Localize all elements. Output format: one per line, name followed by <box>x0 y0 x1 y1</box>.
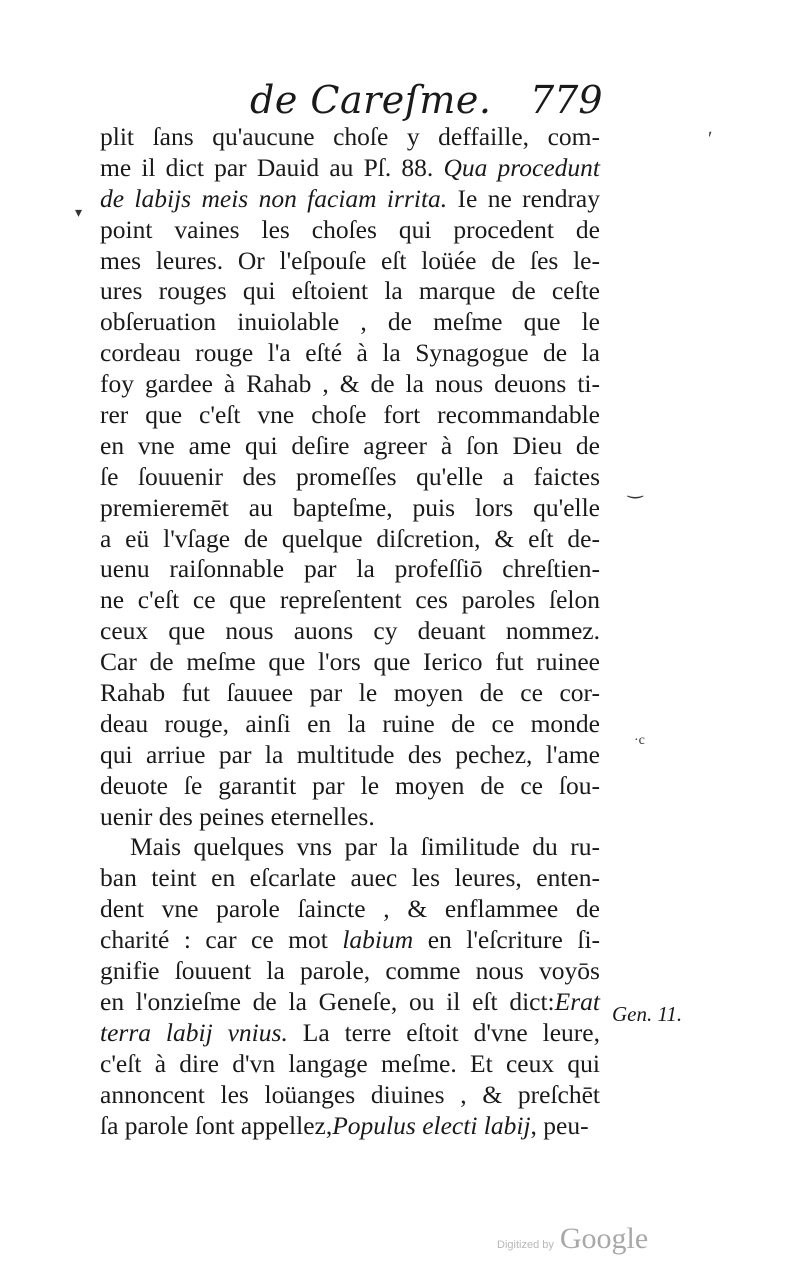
text-line: charité : car ce mot labium en l'eſcriture ſi- <box>100 925 601 955</box>
text-line: terra labij vnius. La terre eſtoit d'vne leure, <box>100 1017 600 1047</box>
text-line: foy gardee à Rahab , & de la nous deuons ti- <box>100 369 600 399</box>
text-line: c'eſt à dire d'vn langage meſme. Et ceux qui <box>100 1048 600 1078</box>
text-line: ſa parole ſont appellez,Populus electi labij, peu- <box>100 1110 589 1140</box>
text-line: gnifie ſouuent la parole, comme nous voyōs <box>100 956 600 986</box>
text-line: ne c'eſt ce que repreſentent ces paroles ſelon <box>100 585 600 615</box>
text-line: point vaines les choſes qui procedent de <box>100 214 600 244</box>
text-line: de labijs meis non faciam irrita. Ie ne rendray <box>100 183 600 213</box>
google-logo: Google <box>559 1222 649 1255</box>
text-line: premieremēt au bapteſme, puis lors qu'elle <box>100 492 600 522</box>
text-line: cordeau rouge l'a eſté à la Synagogue de la <box>100 338 600 368</box>
text-line: uenu raiſonnable par la profeſſiō chreſtien- <box>100 554 600 584</box>
text-line: rer que c'eſt vne choſe fort recommandable <box>100 400 600 430</box>
paragraph-start-line: Mais quelques vns par la ſimilitude du ru- <box>130 832 600 862</box>
margin-note: Gen. 11. <box>612 1002 683 1026</box>
text-line: en l'onzieſme de la Geneſe, ou il eſt dict:Erat <box>100 986 600 1016</box>
text-line: Car de meſme que l'ors que Ierico fut ruinee <box>100 647 600 677</box>
ink-mark: ʹ <box>708 128 713 150</box>
text-line: obſeruation inuiolable , de meſme que le <box>100 307 600 337</box>
text-line: mes leures. Or l'eſpouſe eſt loüée de ſes le- <box>100 245 600 275</box>
text-line: ceux que nous auons cy deuant nommez. <box>100 616 600 646</box>
text-line: deau rouge, ainſi en la ruine de ce monde <box>100 708 600 738</box>
text-line: uenir des peines eternelles. <box>100 801 375 831</box>
page-number: 779 <box>530 78 603 122</box>
text-line: annoncent les loüanges diuines , & preſchēt <box>100 1079 600 1109</box>
text-line: a eü l'vſage de quelque diſcretion, & eſt de- <box>100 523 600 553</box>
digitized-by-watermark <box>497 1222 648 1256</box>
text-line: Rahab fut ſauuee par le moyen de ce cor- <box>100 678 600 708</box>
ink-mark: ▾ <box>75 206 83 221</box>
text-line: ſe ſouuenir des promeſſes qu'elle a faictes <box>100 461 600 491</box>
text-line: plit ſans qu'aucune choſe y deffaille, com- <box>100 122 600 151</box>
body-text <box>100 122 600 1141</box>
text-line: deuote ſe garantit par le moyen de ce ſou- <box>100 770 600 800</box>
text-line: ures rouges qui eſtoient la marque de ceſte <box>100 276 600 306</box>
watermark-prefix: Digitized by <box>497 1239 554 1251</box>
text-line: en vne ame qui deſire agreer à ſon Dieu de <box>100 430 600 460</box>
running-head: de Careſme. <box>250 78 492 122</box>
text-line: qui arriue par la multitude des pechez, l'ame <box>100 739 600 769</box>
text-line: ban teint en eſcarlate auec les leures, enten- <box>100 863 600 893</box>
text-line: me il dict par Dauid au Pſ. 88. Qua procedunt <box>100 152 600 182</box>
text-line: dent vne parole ſaincte , & enflammee de <box>100 894 600 924</box>
page-header <box>250 78 603 128</box>
ink-mark: ‿ <box>628 478 643 498</box>
ink-mark: ·c <box>634 733 645 748</box>
